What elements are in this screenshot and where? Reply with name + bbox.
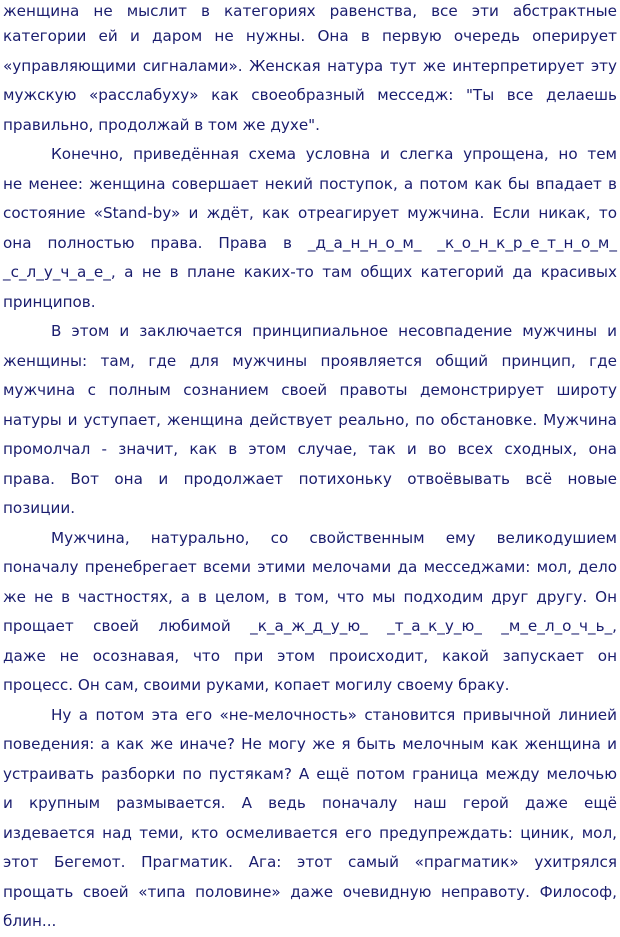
text-line: состояние «Stand-by» и ждёт, как отреагирует мужчина. Если никак, то xyxy=(3,204,617,222)
text-line: категории ей и даром не нужны. Она в первую очередь оперирует xyxy=(3,27,617,45)
text-line: не менее: женщина совершает некий поступок, а потом как бы впадает в xyxy=(3,174,617,193)
text-line: же не в частностях, а в целом, в том, что мы подходим друг другу. Он xyxy=(3,587,617,606)
paragraph xyxy=(3,140,617,317)
text-line: блин... xyxy=(3,912,57,930)
text-line: прощает своей любимой _к_а_ж_д_у_ю_ _т_а_к_у_ю_ _м_е_л_о_ч_ь_, xyxy=(3,617,617,635)
text-line: принципов. xyxy=(3,292,96,311)
text-line: правильно, продолжай в том же духе". xyxy=(3,115,320,134)
text-line: мужскую «расслабуху» как своеобразный месседж: "Ты все делаешь xyxy=(3,86,617,104)
paragraph xyxy=(3,317,617,524)
text-line: Конечно, приведённая схема условна и слегка упрощена, но тем xyxy=(51,145,617,163)
text-line: В этом и заключается принципиальное несовпадение мужчины и xyxy=(51,322,617,340)
text-line: она полностью права. Права в _д_а_н_н_о_м_ _к_о_н_к_р_е_т_н_о_м_ xyxy=(3,233,617,252)
text-line: поведения: а как же иначе? Не могу же я быть мелочным как женщина и xyxy=(3,735,617,753)
text-line: даже не осознавая, что при этом происходит, какой запускает он xyxy=(3,646,617,665)
document-page xyxy=(3,0,617,930)
text-line: поначалу пренебрегает всеми этими мелочами да месседжами: мол, дело xyxy=(3,558,617,576)
paragraph xyxy=(3,701,617,937)
text-line: и крупным размывается. А ведь поначалу наш герой даже ещё xyxy=(3,794,617,812)
text-line: женщина не мыслит в категориях равенства, все эти абстрактные xyxy=(3,2,617,20)
text-line: издевается над теми, кто осмеливается его предупреждать: циник, мол, xyxy=(3,823,617,842)
text-line: права. Вот она и продолжает потихоньку отвоёвывать всё новые xyxy=(3,469,617,488)
text-line: Мужчина, натурально, со свойственным ему великодушием xyxy=(51,528,617,547)
text-line: мужчина с полным сознанием своей правоты демонстрирует широту xyxy=(3,381,617,399)
text-line: _с_л_у_ч_а_е_, а не в плане каких-то там общих категорий да красивых xyxy=(3,263,617,281)
text-line: позиции. xyxy=(3,499,76,517)
paragraph xyxy=(3,524,617,701)
paragraph xyxy=(3,0,617,140)
text-line: промолчал - значит, как в этом случае, так и во всех сходных, она xyxy=(3,440,617,458)
text-line: устраивать разборки по пустякам? А ещё потом граница между мелочью xyxy=(3,764,617,783)
text-line: прощать своей «типа половине» даже очевидную неправоту. Философ, xyxy=(3,882,617,901)
text-line: «управляющими сигналами». Женская натура тут же интерпретирует эту xyxy=(3,56,617,75)
text-line: натуры и уступает, женщина действует реально, по обстановке. Мужчина xyxy=(3,410,617,429)
text-line: женщины: там, где для мужчины проявляется общий принцип, где xyxy=(3,351,617,370)
text-line: процесс. Он сам, своими руками, копает могилу своему браку. xyxy=(3,676,510,694)
text-line: Ну а потом эта его «не-мелочность» становится привычной линией xyxy=(51,705,617,724)
text-line: этот Бегемот. Прагматик. Ага: этот самый «прагматик» ухитрялся xyxy=(3,853,617,871)
